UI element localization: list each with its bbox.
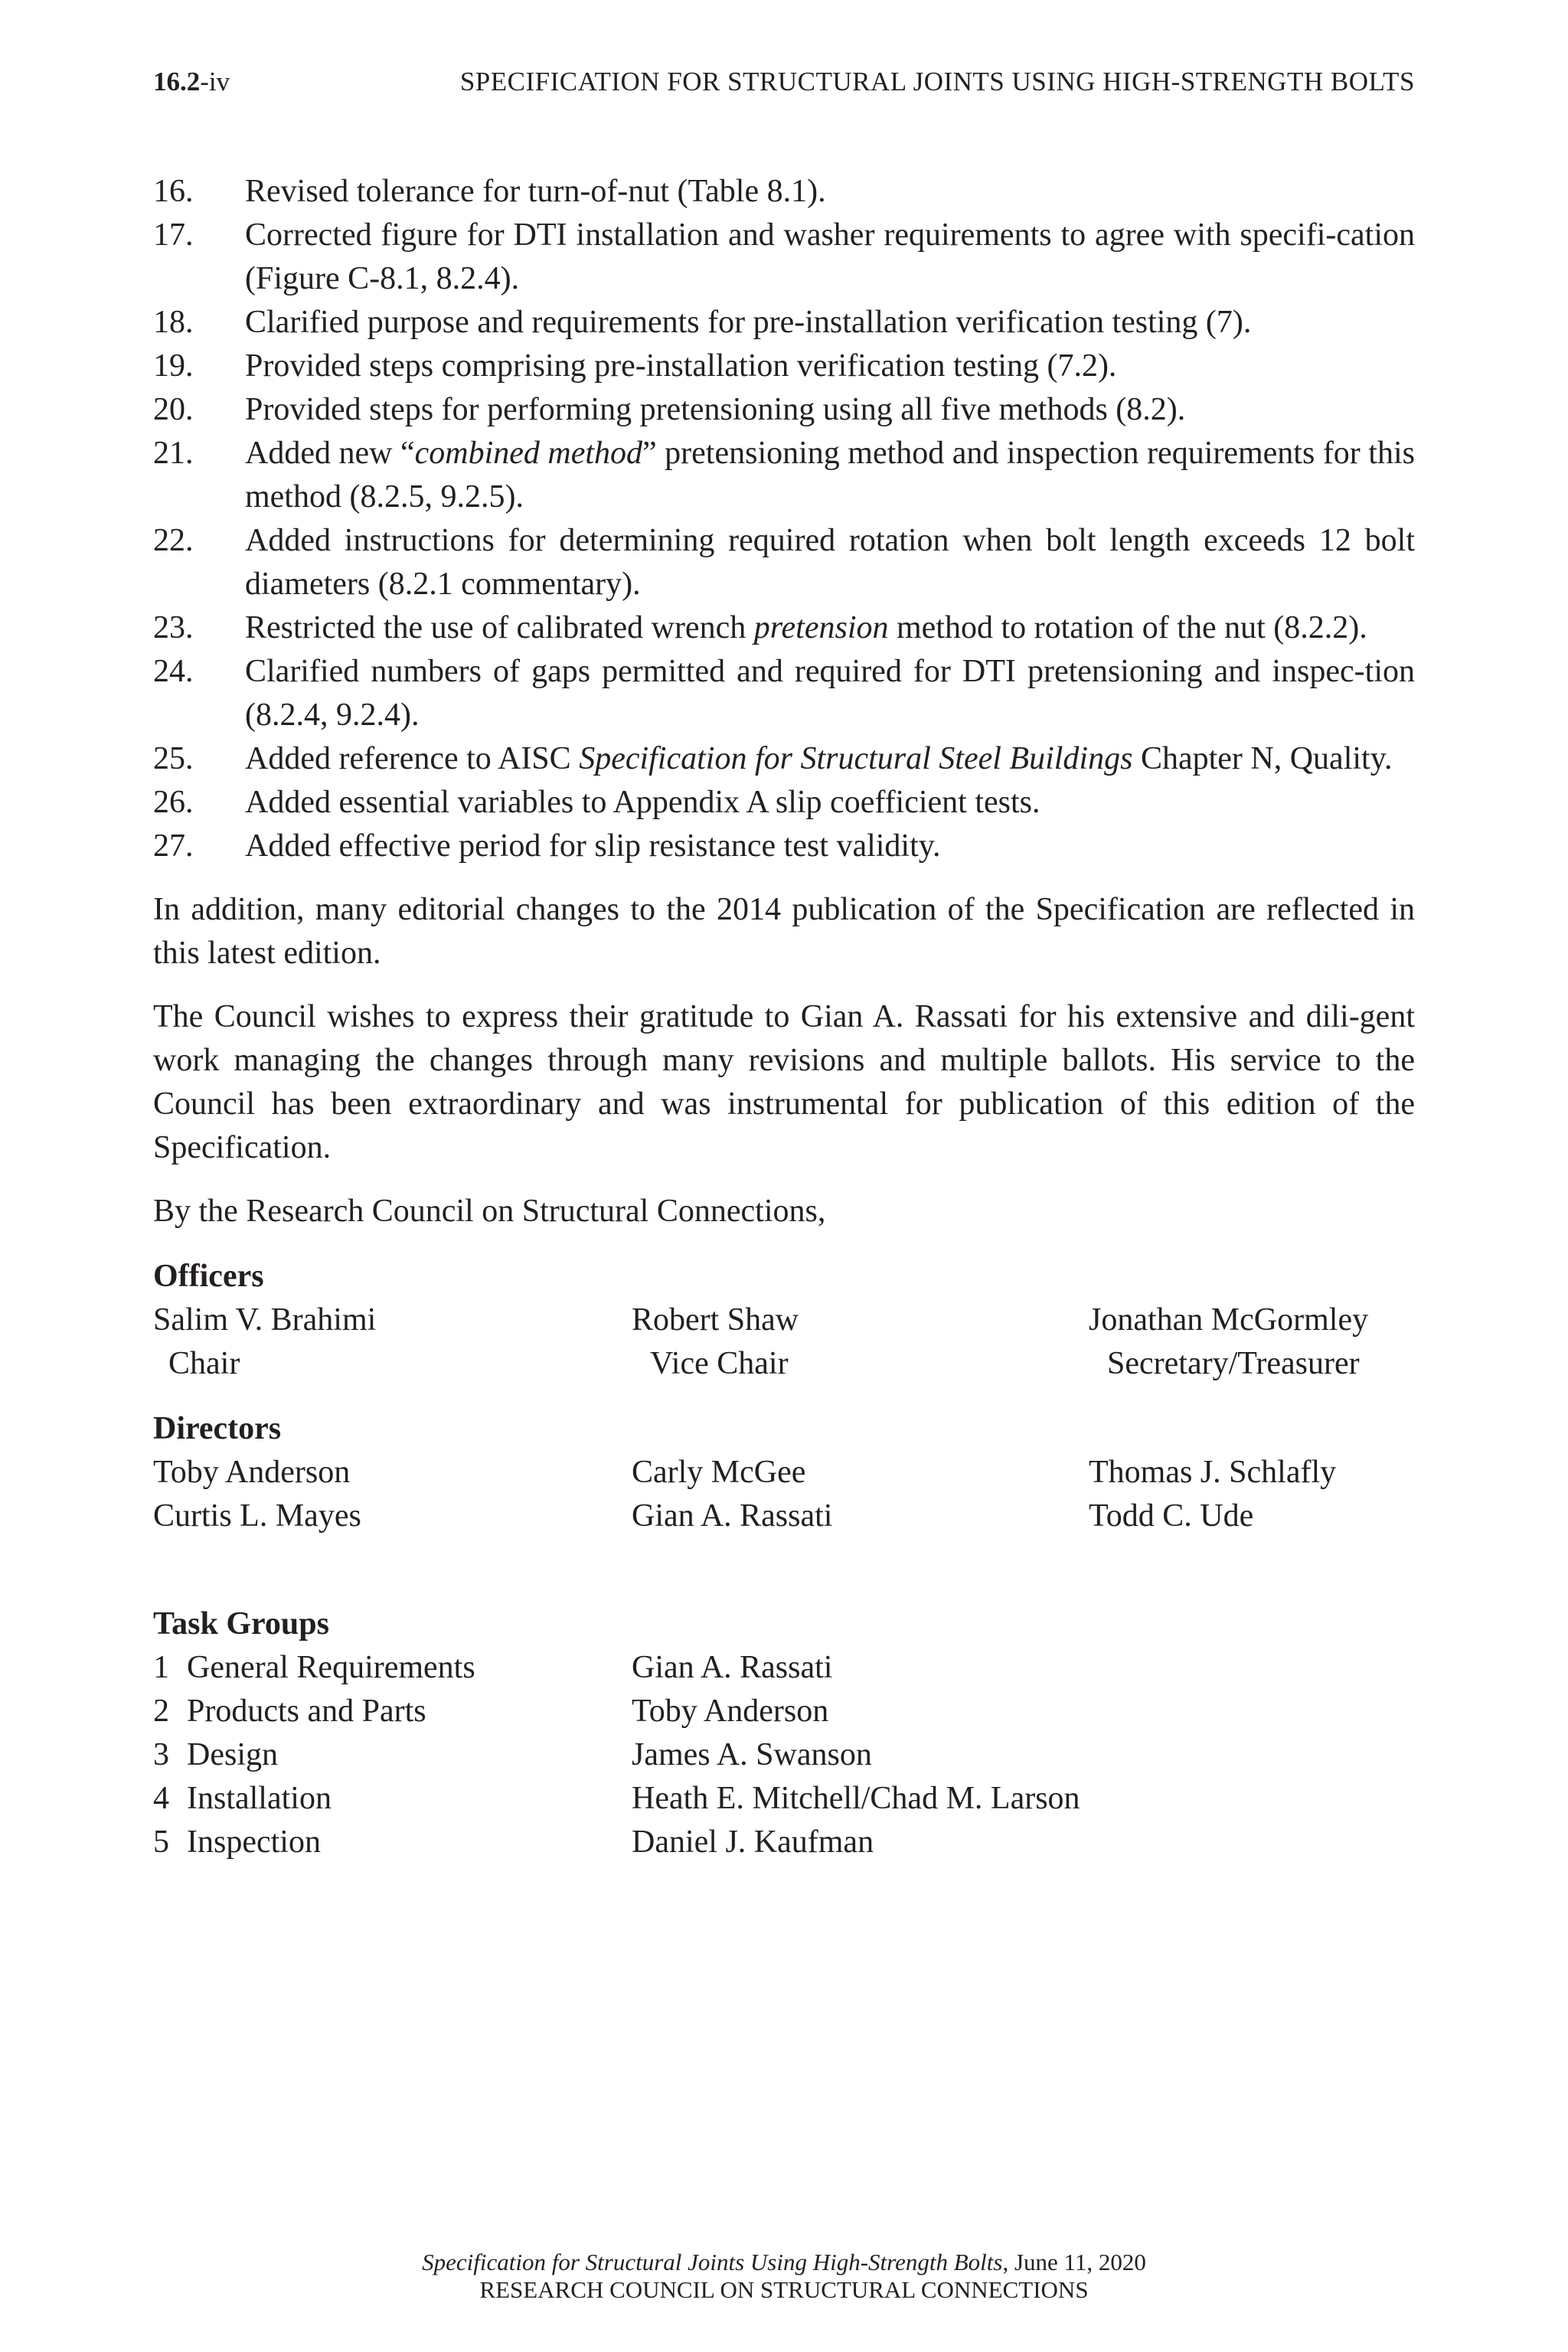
- list-item: [153, 170, 1415, 214]
- list-item-number: 23.: [153, 610, 194, 645]
- task-group-row: [153, 1821, 1415, 1864]
- list-item-text: Provided steps for performing pretensioning using all five methods (8.2).: [245, 392, 1186, 427]
- officer-role: Chair: [168, 1346, 240, 1381]
- task-groups-list: [153, 1646, 1415, 1864]
- list-item: [153, 737, 1415, 781]
- italic-term: combined method: [414, 436, 643, 471]
- task-group-name: General Requirements: [187, 1650, 475, 1685]
- page-number: [153, 63, 230, 101]
- officers-grid: [153, 1298, 1415, 1386]
- list-item-number: 22.: [153, 523, 194, 558]
- task-group-name-cell: [153, 1777, 632, 1821]
- footer-date: , June 11, 2020: [1002, 2249, 1146, 2275]
- list-item-text: Corrected figure for DTI installation and washer requirements to agree with specifi-cation (Figure C-8.1, 8.2.4).: [245, 217, 1415, 296]
- director-name: Todd C. Ude: [1089, 1498, 1254, 1534]
- changes-list: [153, 170, 1415, 868]
- list-item-text: Added effective period for slip resistance test validity.: [245, 828, 941, 864]
- text-segment: method to rotation of the nut (8.2.2).: [888, 610, 1367, 645]
- editorial-paragraph: In addition, many editorial changes to the 2014 publication of the Specification are reflected in this latest edition.: [153, 892, 1415, 971]
- officer-name: Jonathan McGormley: [1089, 1302, 1369, 1338]
- directors-heading: Directors: [153, 1411, 282, 1446]
- task-group-lead: Toby Anderson: [632, 1694, 829, 1729]
- running-header: [153, 63, 1415, 101]
- director-name: Gian A. Rassati: [632, 1498, 833, 1534]
- running-title: SPECIFICATION FOR STRUCTURAL JOINTS USING HIGH-STRENGTH BOLTS: [459, 67, 1415, 96]
- directors-grid: [153, 1451, 1415, 1538]
- list-item-number: 26.: [153, 785, 194, 820]
- page-number-bold: 16.2: [153, 67, 201, 96]
- text-segment: Restricted the use of calibrated wrench: [245, 610, 754, 645]
- list-item-number: 27.: [153, 828, 194, 864]
- italic-term: Specification for Structural Steel Buildings: [579, 741, 1133, 776]
- list-item-text: Provided steps comprising pre-installation verification testing (7.2).: [245, 348, 1117, 384]
- text-segment: Chapter N, Quality.: [1132, 741, 1393, 776]
- task-group-number: 3: [153, 1737, 169, 1772]
- task-group-lead: Daniel J. Kaufman: [632, 1824, 874, 1860]
- footer-citation: [153, 2249, 1415, 2276]
- task-group-name-cell: [153, 1821, 632, 1864]
- list-item: [153, 650, 1415, 737]
- list-item-number: 20.: [153, 392, 194, 427]
- italic-term: pretension: [753, 610, 889, 645]
- director-name: Thomas J. Schlafly: [1089, 1455, 1337, 1490]
- list-item-number: 19.: [153, 348, 194, 384]
- list-item-number: 16.: [153, 174, 194, 209]
- task-group-row: [153, 1733, 1415, 1777]
- list-item-text: [245, 432, 1415, 519]
- list-item: [153, 781, 1415, 825]
- officer-role: Vice Chair: [650, 1346, 789, 1381]
- officer-role: Secretary/Treasurer: [1107, 1346, 1360, 1381]
- list-item-text: Clarified purpose and requirements for pre-installation verification testing (7).: [245, 305, 1252, 340]
- main-content: [153, 170, 1415, 1864]
- officer-name: Salim V. Brahimi: [153, 1302, 377, 1338]
- list-item: [153, 825, 1415, 868]
- task-group-lead: James A. Swanson: [632, 1737, 872, 1772]
- task-group-name-cell: [153, 1733, 632, 1777]
- list-item-number: 25.: [153, 741, 194, 776]
- list-item: [153, 301, 1415, 345]
- gratitude-paragraph: The Council wishes to express their gratitude to Gian A. Rassati for his extensive and dili-gent work managing the changes through many revisions and multiple ballots. His service to the Council has been extraordinary and was instrumental for publication of this edition of the Specification.: [153, 999, 1415, 1165]
- task-group-number: 2: [153, 1694, 169, 1729]
- list-item-number: 18.: [153, 305, 194, 340]
- director-name: Curtis L. Mayes: [153, 1498, 361, 1534]
- text-segment: Added new “: [245, 436, 415, 471]
- task-group-name: Design: [187, 1737, 278, 1772]
- officer-name: Robert Shaw: [632, 1302, 799, 1338]
- list-item: [153, 214, 1415, 301]
- task-group-name-cell: [153, 1646, 632, 1690]
- section-spacer: [153, 1538, 1415, 1602]
- task-group-name: Inspection: [187, 1824, 321, 1860]
- list-item: [153, 606, 1415, 650]
- task-group-lead: Gian A. Rassati: [632, 1650, 833, 1685]
- list-item: [153, 432, 1415, 519]
- task-group-name: Installation: [187, 1781, 332, 1816]
- task-group-row: [153, 1646, 1415, 1690]
- list-item-number: 24.: [153, 654, 194, 689]
- task-group-number: 4: [153, 1781, 169, 1816]
- task-group-number: 1: [153, 1650, 169, 1685]
- list-item-text: Added instructions for determining required rotation when bolt length exceeds 12 bolt diameters (8.2.1 commentary).: [245, 523, 1415, 602]
- officers-heading: Officers: [153, 1259, 264, 1294]
- task-group-row: [153, 1690, 1415, 1733]
- list-item: [153, 519, 1415, 606]
- text-segment: Added reference to AISC: [245, 741, 580, 776]
- list-item-number: 17.: [153, 217, 194, 253]
- signoff-line: By the Research Council on Structural Connections,: [153, 1194, 826, 1229]
- footer-doc-title: Specification for Structural Joints Using High-Strength Bolts: [422, 2249, 1003, 2275]
- list-item-text: Revised tolerance for turn-of-nut (Table 8.1).: [245, 174, 826, 209]
- task-group-name-cell: [153, 1690, 632, 1733]
- list-item-text: Added essential variables to Appendix A slip coefficient tests.: [245, 785, 1040, 820]
- task-group-number: 5: [153, 1824, 169, 1860]
- task-group-lead: Heath E. Mitchell/Chad M. Larson: [632, 1781, 1080, 1816]
- list-item-text: [245, 737, 1415, 781]
- page-footer: [153, 2249, 1415, 2304]
- page-number-suffix: -iv: [200, 67, 230, 96]
- text-segment: ” pretensioning method and inspection requirements for this method (8.2.5, 9.2.5).: [245, 436, 1415, 514]
- task-groups-heading: Task Groups: [153, 1606, 329, 1642]
- list-item-number: 21.: [153, 436, 194, 471]
- task-group-name: Products and Parts: [187, 1694, 426, 1729]
- footer-org: RESEARCH COUNCIL ON STRUCTURAL CONNECTIONS: [479, 2276, 1089, 2303]
- list-item-text: Clarified numbers of gaps permitted and required for DTI pretensioning and inspec-tion (8.2.4, 9.2.4).: [245, 654, 1415, 733]
- list-item-text: [245, 606, 1415, 650]
- list-item: [153, 388, 1415, 432]
- director-name: Carly McGee: [632, 1455, 806, 1490]
- task-group-row: [153, 1777, 1415, 1821]
- director-name: Toby Anderson: [153, 1455, 351, 1490]
- list-item: [153, 345, 1415, 388]
